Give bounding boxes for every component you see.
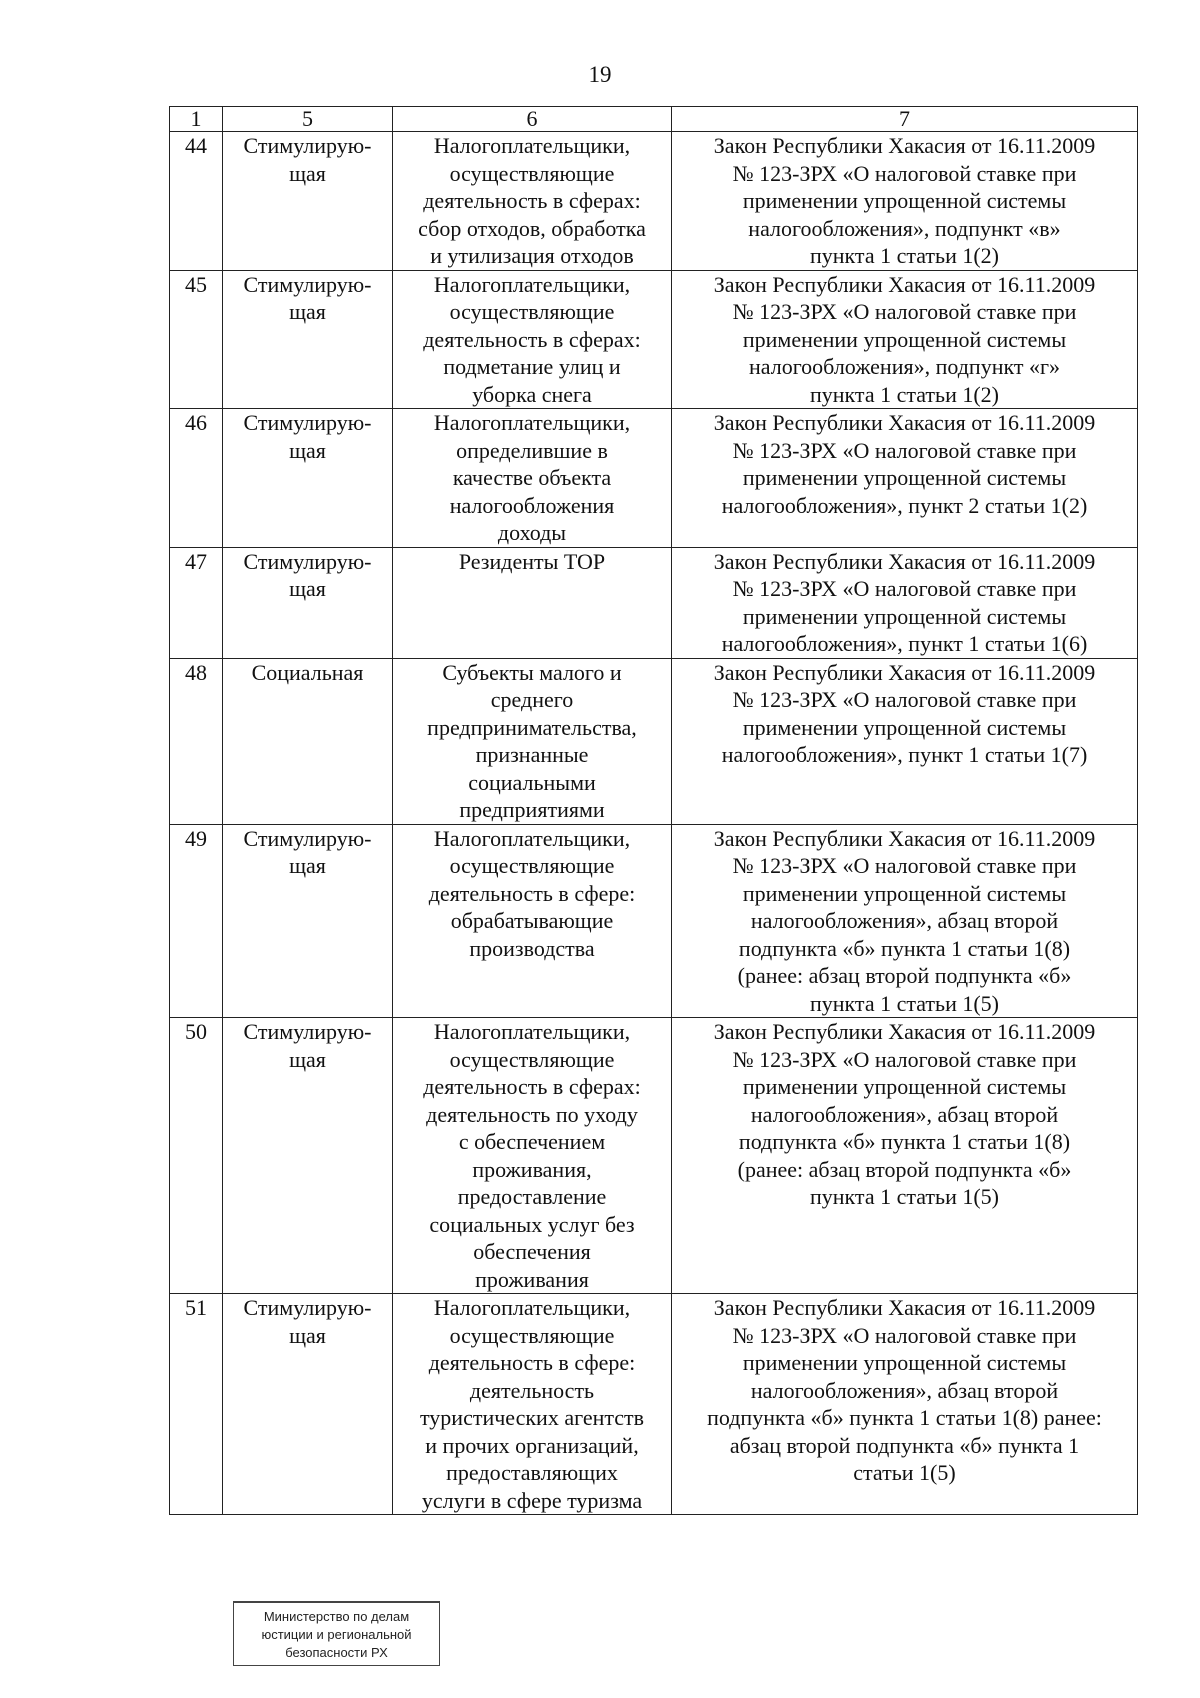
benefit-type: Социальная xyxy=(223,658,393,824)
benefit-type: Стимулирую- щая xyxy=(223,270,393,409)
header-col-5: 5 xyxy=(223,107,393,132)
row-number: 45 xyxy=(170,270,223,409)
beneficiaries: Налогоплательщики, определившие в качестве объекта налогообложения доходы xyxy=(393,409,672,548)
benefit-type: Стимулирую- щая xyxy=(223,1294,393,1515)
table-body xyxy=(170,132,1138,1515)
row-number: 51 xyxy=(170,1294,223,1515)
table-row xyxy=(170,1018,1138,1294)
header-col-1: 1 xyxy=(170,107,223,132)
legal-basis: Закон Республики Хакасия от 16.11.2009 № 123-ЗРХ «О налоговой ставке при применении упрощенной системы налогообложения», подпункт «в» пункта 1 статьи 1(2) xyxy=(672,132,1138,271)
table-row xyxy=(170,409,1138,548)
row-number: 48 xyxy=(170,658,223,824)
legal-basis: Закон Республики Хакасия от 16.11.2009 № 123-ЗРХ «О налоговой ставке при применении упрощенной системы налогообложения», подпункт «г» пункта 1 статьи 1(2) xyxy=(672,270,1138,409)
benefit-type: Стимулирую- щая xyxy=(223,409,393,548)
legal-basis: Закон Республики Хакасия от 16.11.2009 № 123-ЗРХ «О налоговой ставке при применении упрощенной системы налогообложения», абзац второй подпункта «б» пункта 1 статьи 1(8) ранее: абзац второй подпункта «б» пункта 1 статьи 1(5) xyxy=(672,1294,1138,1515)
row-number: 47 xyxy=(170,547,223,658)
table-row xyxy=(170,270,1138,409)
stamp-line: безопасности РХ xyxy=(285,1645,388,1660)
table-row xyxy=(170,824,1138,1018)
table-row xyxy=(170,1294,1138,1515)
legal-basis: Закон Республики Хакасия от 16.11.2009 № 123-ЗРХ «О налоговой ставке при применении упрощенной системы налогообложения», пункт 1 статьи 1(7) xyxy=(672,658,1138,824)
table-row xyxy=(170,547,1138,658)
beneficiaries: Налогоплательщики, осуществляющие деятельность в сферах: деятельность по уходу с обеспечением проживания, предоставление социальных услуг без обеспечения проживания xyxy=(393,1018,672,1294)
legal-basis: Закон Республики Хакасия от 16.11.2009 № 123-ЗРХ «О налоговой ставке при применении упрощенной системы налогообложения», пункт 2 статьи 1(2) xyxy=(672,409,1138,548)
beneficiaries: Резиденты ТОР xyxy=(393,547,672,658)
legal-basis: Закон Республики Хакасия от 16.11.2009 № 123-ЗРХ «О налоговой ставке при применении упрощенной системы налогообложения», пункт 1 статьи 1(6) xyxy=(672,547,1138,658)
row-number: 46 xyxy=(170,409,223,548)
row-number: 50 xyxy=(170,1018,223,1294)
page-number: 19 xyxy=(588,62,612,87)
header-col-7: 7 xyxy=(672,107,1138,132)
table-header xyxy=(170,107,1138,132)
legal-basis: Закон Республики Хакасия от 16.11.2009 № 123-ЗРХ «О налоговой ставке при применении упрощенной системы налогообложения», абзац второй подпункта «б» пункта 1 статьи 1(8) (ранее: абзац второй подпункта «б» пункта 1 статьи 1(5) xyxy=(672,824,1138,1018)
tax-benefits-table xyxy=(169,106,1138,1515)
table-row xyxy=(170,658,1138,824)
beneficiaries: Налогоплательщики, осуществляющие деятельность в сферах: подметание улиц и уборка снега xyxy=(393,270,672,409)
row-number: 44 xyxy=(170,132,223,271)
benefit-type: Стимулирую- щая xyxy=(223,132,393,271)
header-col-6: 6 xyxy=(393,107,672,132)
benefit-type: Стимулирую- щая xyxy=(223,547,393,658)
table-row xyxy=(170,132,1138,271)
header-row xyxy=(170,107,1138,132)
beneficiaries: Налогоплательщики, осуществляющие деятельность в сфере: обрабатывающие производства xyxy=(393,824,672,1018)
beneficiaries: Налогоплательщики, осуществляющие деятельность в сфере: деятельность туристических агентств и прочих организаций, предоставляющих услуги в сфере туризма xyxy=(393,1294,672,1515)
stamp-line: Министерство по делам xyxy=(263,1609,410,1624)
row-number: 49 xyxy=(170,824,223,1018)
beneficiaries: Налогоплательщики, осуществляющие деятельность в сферах: сбор отходов, обработка и утилизация отходов xyxy=(393,132,672,271)
beneficiaries: Субъекты малого и среднего предпринимательства, признанные социальными предприятиями xyxy=(393,658,672,824)
legal-basis: Закон Республики Хакасия от 16.11.2009 № 123-ЗРХ «О налоговой ставке при применении упрощенной системы налогообложения», абзац второй подпункта «б» пункта 1 статьи 1(8) (ранее: абзац второй подпункта «б» пункта 1 статьи 1(5) xyxy=(672,1018,1138,1294)
benefit-type: Стимулирую- щая xyxy=(223,1018,393,1294)
ministry-stamp xyxy=(233,1601,440,1666)
stamp-line: юстиции и региональной xyxy=(261,1627,412,1642)
benefit-type: Стимулирую- щая xyxy=(223,824,393,1018)
